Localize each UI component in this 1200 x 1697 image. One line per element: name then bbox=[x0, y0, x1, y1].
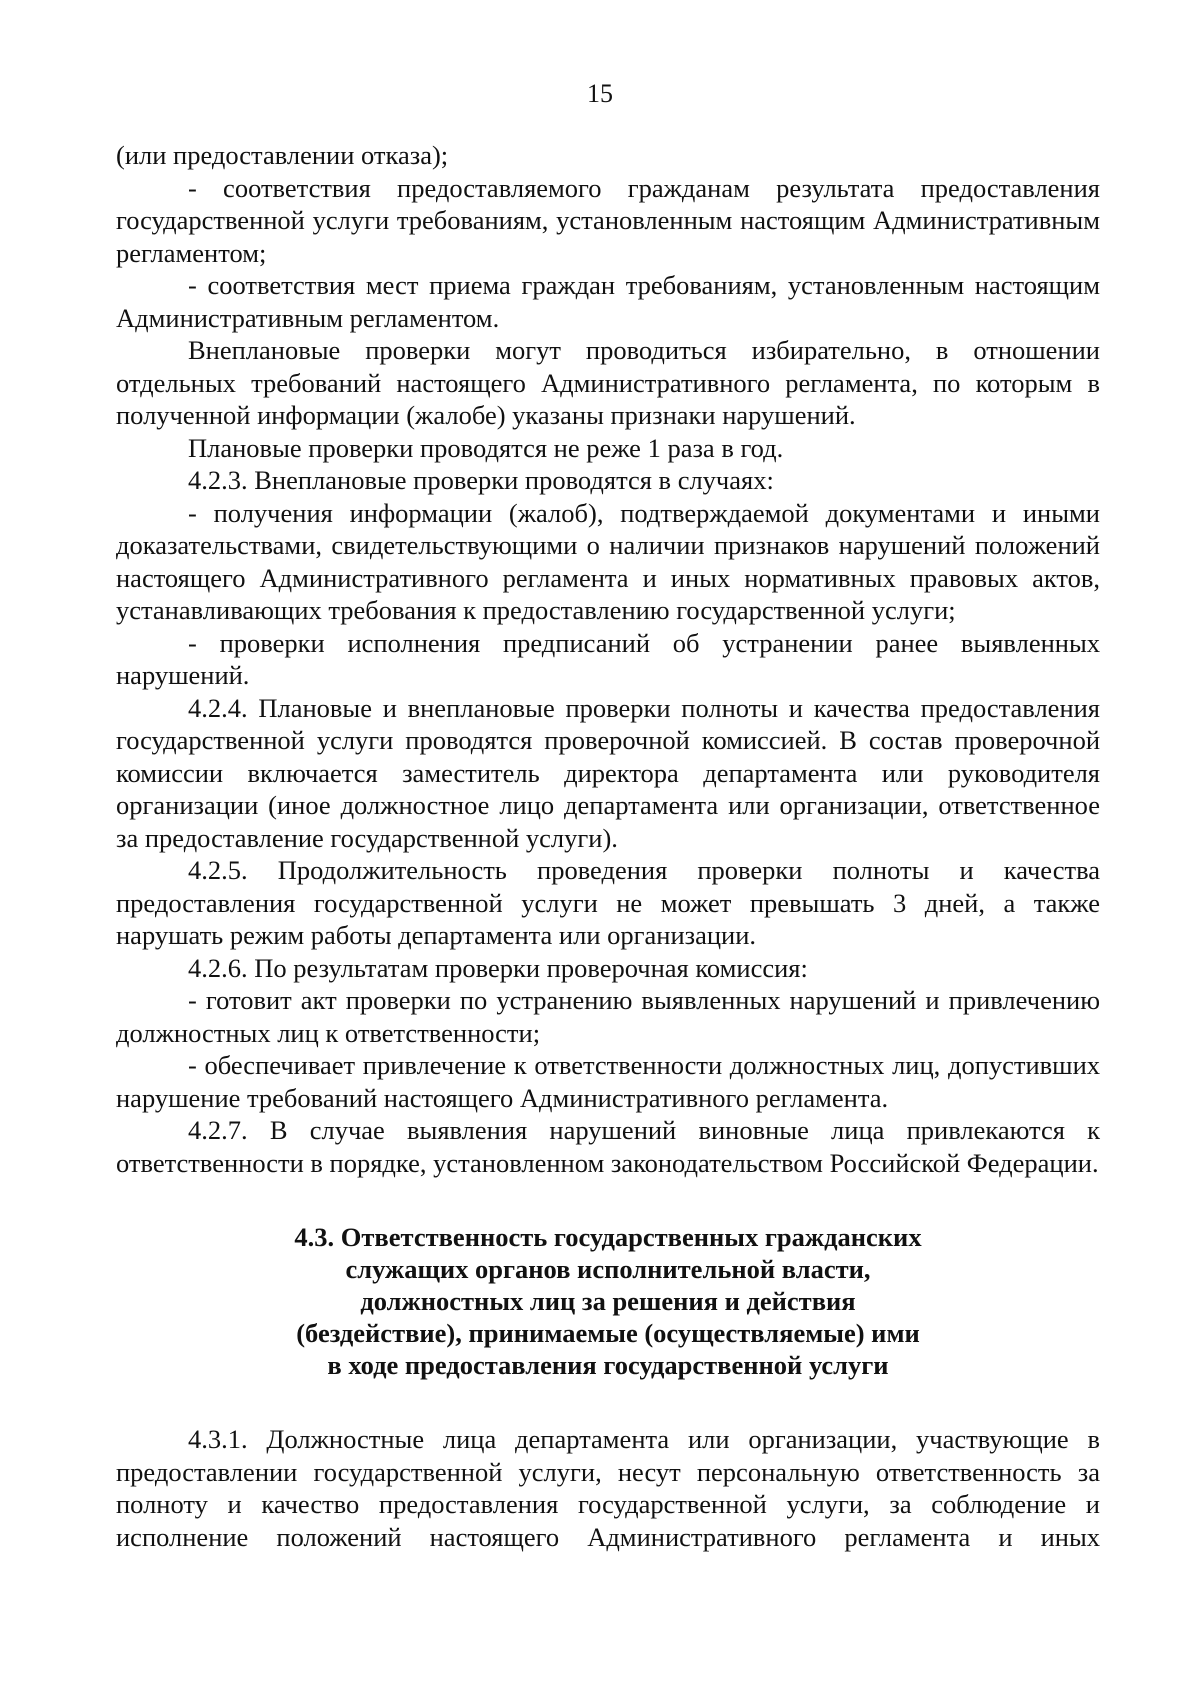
document-body bbox=[116, 139, 1100, 1553]
heading-line: в ходе предоставления государственной услуги bbox=[327, 1350, 889, 1380]
list-item: - готовит акт проверки по устранению выявленных нарушений и привлечению должностных лиц к ответственности; bbox=[116, 985, 1100, 1048]
list-item: - соответствия предоставляемого гражданам результата предоставления государственной услуги требованиям, установленным настоящим Административным регламентом; bbox=[116, 172, 1100, 268]
heading-line: должностных лиц за решения и действия bbox=[360, 1286, 856, 1316]
section-heading-4-3 bbox=[116, 1221, 1100, 1381]
clause-4-2-4: 4.2.4. Плановые и внеплановые проверки полноты и качества предоставления государственной услуги проводятся проверочной комиссией. В состав проверочной комиссии включается заместитель директора департамента или руководителя организации (иное должностное лицо департамента или организации, ответственное за предоставление государственной услуги). bbox=[116, 692, 1100, 853]
list-item: - обеспечивает привлечение к ответственности должностных лиц, допустивших нарушение требований настоящего Административного регламента. bbox=[116, 1050, 1100, 1113]
paragraph: Внеплановые проверки могут проводиться избирательно, в отношении отдельных требований настоящего Административного регламента, по которым в полученной информации (жалобе) указаны признаки нарушений. bbox=[116, 335, 1100, 430]
heading-line: (бездействие), принимаемые (осуществляемые) ими bbox=[296, 1318, 920, 1348]
page-number: 15 bbox=[587, 79, 613, 108]
clause-4-2-3: 4.2.3. Внеплановые проверки проводятся в случаях: bbox=[188, 465, 774, 495]
list-item: - проверки исполнения предписаний об устранении ранее выявленных нарушений. bbox=[116, 627, 1100, 690]
list-item: - получения информации (жалоб), подтверждаемой документами и иными доказательствами, свидетельствующими о наличии признаков нарушений положений настоящего Административного регламента и иных нормативных правовых актов, устанавливающих требования к предоставлению государственной услуги; bbox=[116, 497, 1100, 625]
list-item: - соответствия мест приема граждан требованиям, установленным настоящим Административным регламентом. bbox=[116, 270, 1100, 333]
paragraph: Плановые проверки проводятся не реже 1 раза в год. bbox=[188, 432, 784, 463]
clause-4-2-6: 4.2.6. По результатам проверки проверочная комиссия: bbox=[188, 952, 808, 983]
heading-line: служащих органов исполнительной власти, bbox=[345, 1254, 871, 1284]
clause-4-3-1: 4.3.1. Должностные лица департамента или организации, участвующие в предоставлении государственной услуги, несут персональную ответственность за полноту и качество предоставления государственной услуги, за соблюдение и исполнение положений настоящего Административного регламента и иных bbox=[116, 1424, 1100, 1552]
clause-4-2-5: 4.2.5. Продолжительность проведения проверки полноты и качества предоставления государственной услуги не может превышать 3 дней, а также нарушать режим работы департамента или организации. bbox=[116, 855, 1100, 950]
clause-4-2-7: 4.2.7. В случае выявления нарушений виновные лица привлекаются к ответственности в порядке, установленном законодательством Российской Федерации. bbox=[116, 1115, 1100, 1178]
heading-line: 4.3. Ответственность государственных гражданских bbox=[294, 1222, 922, 1252]
paragraph: (или предоставлении отказа); bbox=[116, 140, 449, 170]
